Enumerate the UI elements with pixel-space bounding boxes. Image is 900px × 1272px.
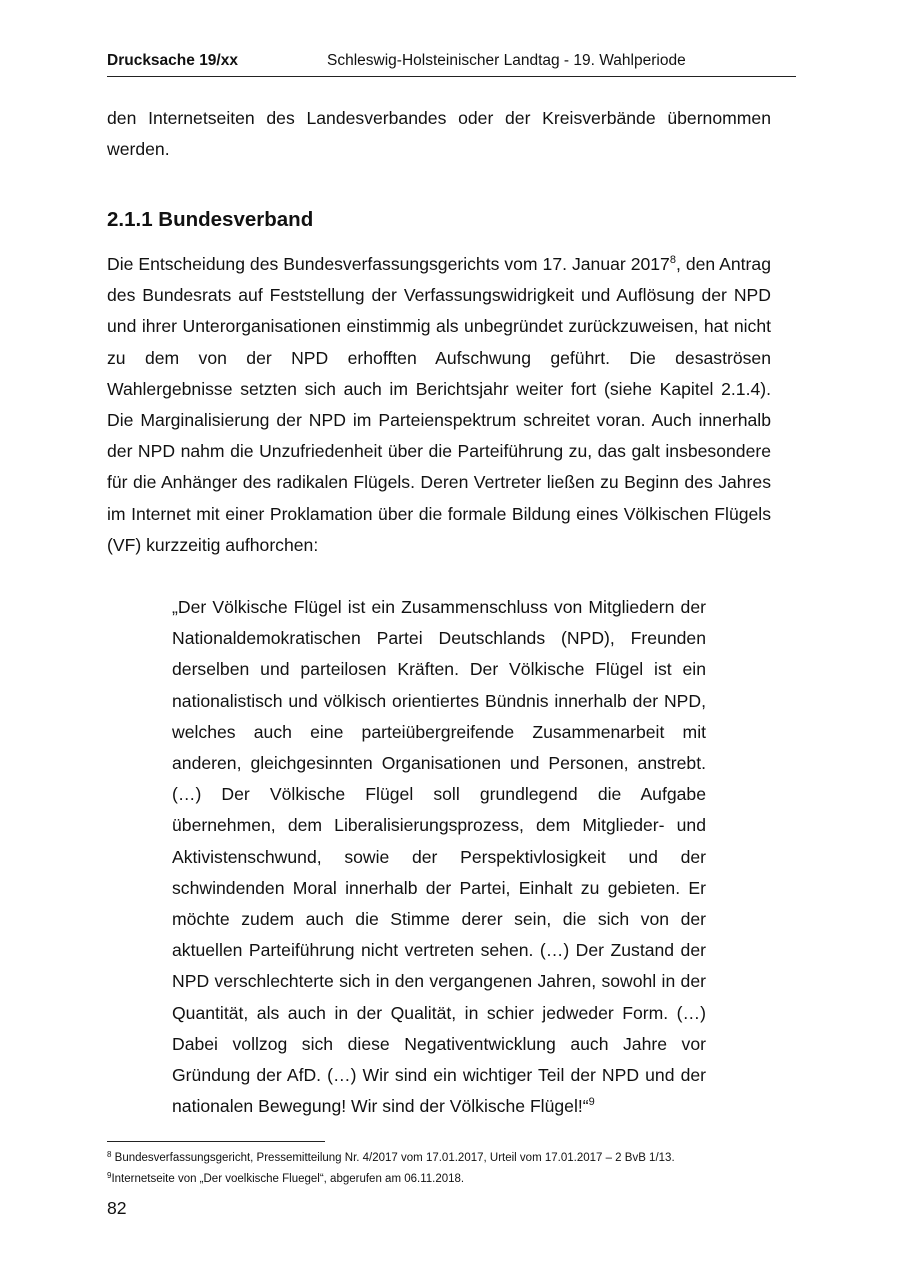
section-paragraph: [107, 249, 771, 561]
footnote-ref-8[interactable]: 8: [669, 254, 676, 266]
footnote-text: Bundesverfassungsgericht, Pressemitteilung Nr. 4/2017 vom 17.01.2017, Urteil vom 17.01.2017 – 2 BvB 1/13.: [111, 1152, 675, 1164]
footnote-mark: 9: [107, 1171, 112, 1180]
paragraph-text-part1: Die Entscheidung des Bundesverfassungsgerichts vom 17. Januar 2017: [107, 254, 670, 274]
page-header: [107, 52, 796, 77]
paragraph-text-part2: , den Antrag des Bundesrats auf Feststellung der Verfassungswidrigkeit und Auflösung der NPD und ihrer Unterorganisationen einstimmig als unbegründet zurückzuweisen, hat nicht zu dem von der NPD erhofften Aufschwung geführt. Die desaströsen Wahlergebnisse setzten sich auch im Berichtsjahr weiter fort (siehe Kapitel 2.1.4). Die Marginalisierung der NPD im Parteienspektrum schreitet voran. Auch innerhalb der NPD nahm die Unzufriedenheit über die Parteiführung zu, das galt insbesondere für die Anhänger des radikalen Flügels. Deren Vertreter ließen zu Beginn des Jahres im Internet mit einer Proklamation über die formale Bildung eines Völkischen Flügels (VF) kurzzeitig aufhorchen:: [107, 254, 771, 555]
block-quote: [172, 592, 706, 1122]
intro-paragraph: den Internetseiten des Landesverbandes oder der Kreisverbände übernommen werden.: [107, 108, 771, 160]
footnote-mark: 8: [107, 1150, 112, 1159]
footnote-separator: [107, 1141, 325, 1142]
page-number: 82: [107, 1198, 127, 1218]
quote-text: „Der Völkische Flügel ist ein Zusammenschluss von Mitgliedern der Nationaldemokratischen Partei Deutschlands (NPD), Freunden derselben und parteilosen Kräften. Der Völkische Flügel ist ein nationalistisch und völkisch orientiertes Bündnis innerhalb der NPD, welches auch eine parteiübergreifende Zusammenarbeit mit anderen, gleichgesinnten Organisationen und Personen, anstrebt. (…) Der Völkische Flügel soll grundlegend die Aufgabe übernehmen, dem Liberalisierungsprozess, dem Mitglieder- und Aktivistenschwund, sowie der Perspektivlosigkeit und der schwindenden Moral innerhalb der Partei, Einhalt zu gebieten. Er möchte zudem auch die Stimme derer sein, die sich von der aktuellen Parteiführung nicht vertreten sehen. (…) Der Zustand der NPD verschlechterte sich in den vergangenen Jahren, sowohl in der Quantität, als auch in der Qualität, in schier jedweder Form. (…) Dabei vollzog sich diese Negativentwicklung auch Jahre vor Gründung der AfD. (…) Wir sind ein wichtiger Teil der NPD und der nationalen Bewegung! Wir sind der Völkische Flügel!“: [172, 597, 706, 1117]
parliament-title: Schleswig-Holsteinischer Landtag - 19. Wahlperiode: [327, 52, 686, 69]
footnote-8: [107, 1150, 675, 1166]
footnote-ref-9[interactable]: 9: [588, 1096, 595, 1109]
footnote-text: Internetseite von „Der voelkische Fluegel“, abgerufen am 06.11.2018.: [111, 1173, 465, 1185]
document-id: Drucksache 19/xx: [107, 52, 238, 69]
section-heading: 2.1.1 Bundesverband: [107, 208, 314, 231]
footnote-9: [107, 1171, 464, 1187]
